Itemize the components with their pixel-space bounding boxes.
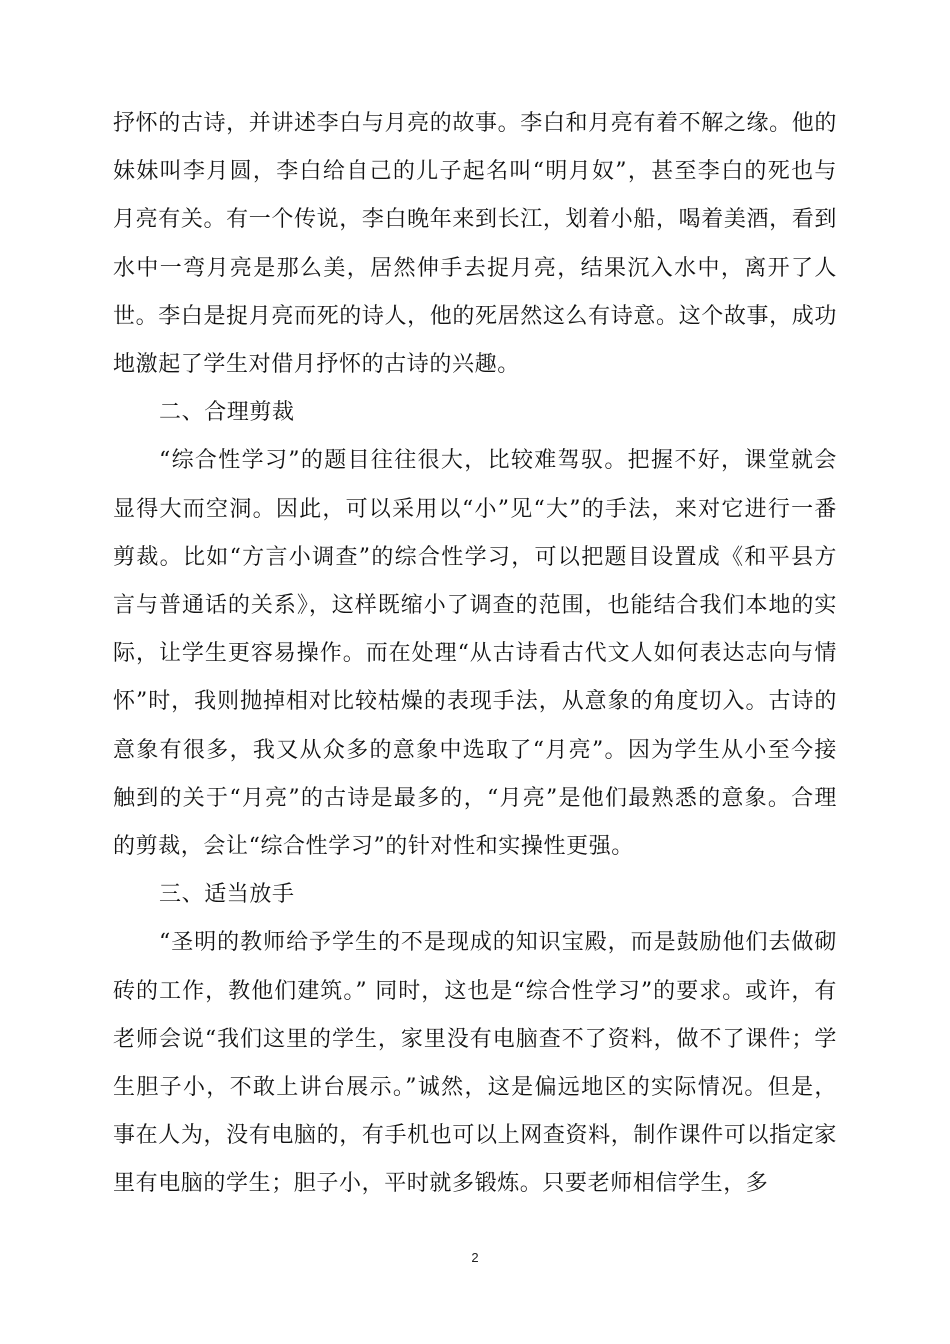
section-heading-let-go: 三、适当放手 <box>159 882 295 908</box>
paragraph-li-bai-story: 抒怀的古诗，并讲述李白与月亮的故事。李白和月亮有着不解之缘。他的妹妹叫李月圆，李白给自己的儿子起名叫“明月奴”，甚至李白的死也与月亮有关。有一个传说，李白晚年来到长江，划着小船，喝着美酒，看到水中一弯月亮是那么美，居然伸手去捉月亮，结果沉入水中，离开了人世。李白是捉月亮而死的诗人，他的死居然这么有诗意。这个故事，成功地激起了学生对借月抒怀的古诗的兴趣。 <box>113 111 837 378</box>
document-body <box>113 100 837 1209</box>
paragraph-let-go: “圣明的教师给予学生的不是现成的知识宝殿，而是鼓励他们去做砌砖的工作，教他们建筑。” 同时，这也是“综合性学习”的要求。或许，有老师会说“我们这里的学生，家里没有电脑查不了资料，做不了课件；学生胆子小，不敢上讲台展示。”诚然，这是偏远地区的实际情况。但是，事在人为，没有电脑的，有手机也可以上网查资料，制作课件可以指定家里有电脑的学生；胆子小，平时就多锻炼。只要老师相信学生，多 <box>113 930 837 1197</box>
paragraph-reasonable-cutting: “综合性学习”的题目往往很大，比较难驾驭。把握不好，课堂就会显得大而空洞。因此，可以采用以“小”见“大”的手法，来对它进行一番剪裁。比如“方言小调查”的综合性学习，可以把题目设置成《和平县方言与普通话的关系》，这样既缩小了调查的范围，也能结合我们本地的实际，让学生更容易操作。而在处理“从古诗看古代文人如何表达志向与情怀”时，我则抛掉相对比较枯燥的表现手法，从意象的角度切入。古诗的意象有很多，我又从众多的意象中选取了“月亮”。因为学生从小至今接触到的关于“月亮”的古诗是最多的，“月亮”是他们最熟悉的意象。合理的剪裁，会让“综合性学习”的针对性和实操性更强。 <box>113 448 837 860</box>
section-heading-reasonable-cutting: 二、合理剪裁 <box>159 400 295 426</box>
page-number: 2 <box>471 1250 479 1265</box>
